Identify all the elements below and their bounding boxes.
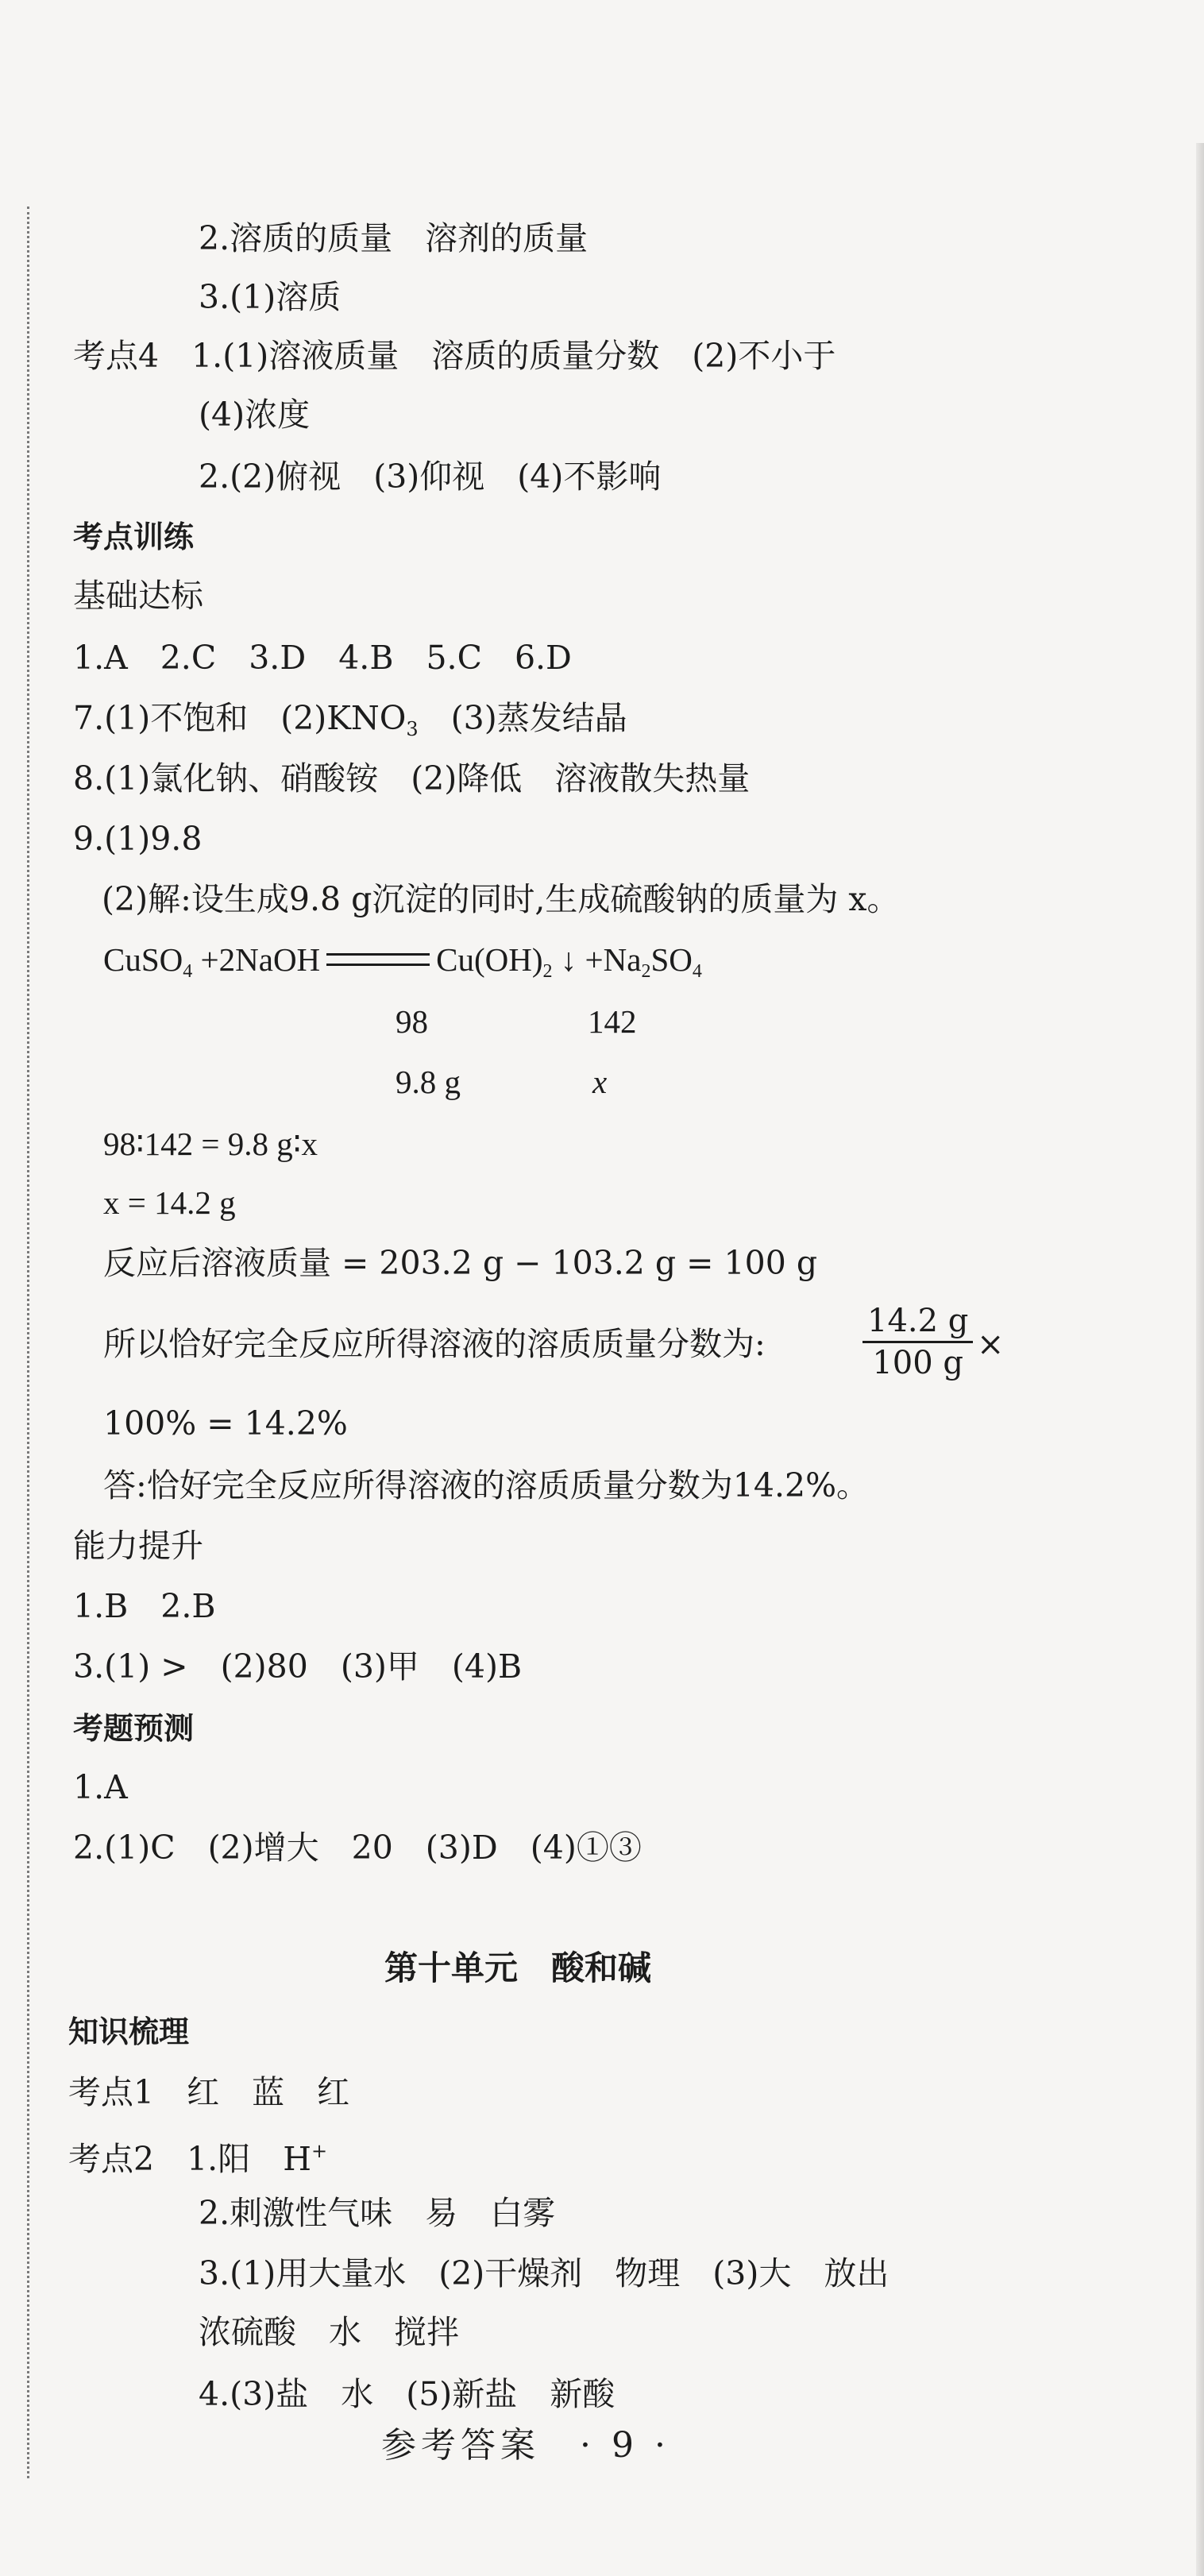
answer-line: 考点1 红 蓝 红 (68, 2073, 350, 2111)
answer-line: 1.A 2.C 3.D 4.B 5.C 6.D (73, 639, 572, 677)
answer-line: 浓硫酸 水 搅拌 (199, 2313, 459, 2351)
answer-line: 100% = 14.2% (103, 1404, 348, 1442)
section-heading: 考题预测 (73, 1711, 195, 1746)
answer-line: 答:恰好完全反应所得溶液的溶质质量分数为14.2%。 (103, 1466, 870, 1504)
answer-line: 3.(1) > (2)80 (3)甲 (4)B (73, 1647, 523, 1686)
answer-line: 2.刺激性气味 易 白雾 (199, 2194, 556, 2232)
answer-line: 2.溶质的质量 溶剂的质量 (199, 219, 588, 257)
answer-line: 反应后溶液质量 = 203.2 g − 103.2 g = 100 g (103, 1244, 818, 1282)
section-heading: 考点训练 (73, 519, 195, 554)
times-sign: × (977, 1325, 1005, 1363)
answer-line: 1.A (73, 1768, 128, 1806)
answer-line: (4)浓度 (199, 396, 311, 434)
fraction-denominator: 100 g (872, 1345, 964, 1381)
answer-line: 8.(1)氯化钠、硝酸铵 (2)降低 溶液散失热量 (73, 759, 751, 798)
answer-line: (2)解:设生成9.8 g沉淀的同时,生成硫酸钠的质量为 x。 (102, 880, 900, 918)
subsection-heading: 基础达标 (73, 577, 203, 615)
result-line: x = 14.2 g (103, 1184, 236, 1221)
binding-dotted-line (27, 207, 29, 2478)
answer-line: 考点2 1.阳 H+ (68, 2140, 328, 2178)
answer-line: 2.(1)C (2)增大 20 (3)D (4)①③ (73, 1829, 642, 1867)
section-heading: 知识梳理 (68, 2014, 190, 2049)
answer-line: 2.(2)俯视 (3)仰视 (4)不影响 (199, 458, 662, 496)
fraction-numerator: 14.2 g (862, 1301, 973, 1343)
answer-line: 考点4 1.(1)溶液质量 溶质的质量分数 (2)不小于 (73, 337, 836, 375)
ratio-line: 98∶142 = 9.8 g∶x (103, 1126, 318, 1162)
chemical-equation: CuSO$_4$ +2NaOH $Cu(OH)_2$ ↓ $+Na_2SO_4$ (103, 941, 702, 982)
answer-line: 1.B 2.B (73, 1587, 216, 1625)
answer-line: 3.(1)用大量水 (2)干燥剂 物理 (3)大 放出 (199, 2254, 889, 2292)
answer-line: 4.(3)盐 水 (5)新盐 新酸 (199, 2375, 616, 2413)
answer-line: 所以恰好完全反应所得溶液的溶质质量分数为: (103, 1325, 766, 1363)
mass-value: 9.8 g (396, 1064, 461, 1100)
answer-line: 7.(1)不饱和 $(2)KNO_3$ (3)蒸发结晶 (73, 699, 627, 740)
unknown-variable: x (592, 1064, 608, 1100)
molar-mass-value: 142 (588, 1003, 637, 1040)
fraction (862, 1301, 973, 1383)
answer-line: 3.(1)溶质 (199, 278, 342, 316)
page-edge-shadow (1196, 143, 1204, 2576)
unit-title: 第十单元 酸和碱 (384, 1948, 652, 1987)
answer-line: 9.(1)9.8 (73, 820, 203, 858)
molar-mass-value: 98 (396, 1003, 428, 1040)
subsection-heading: 能力提升 (73, 1527, 203, 1565)
page-footer: 参考答案 · 9 · (381, 2425, 670, 2466)
equals-sign (326, 953, 430, 966)
